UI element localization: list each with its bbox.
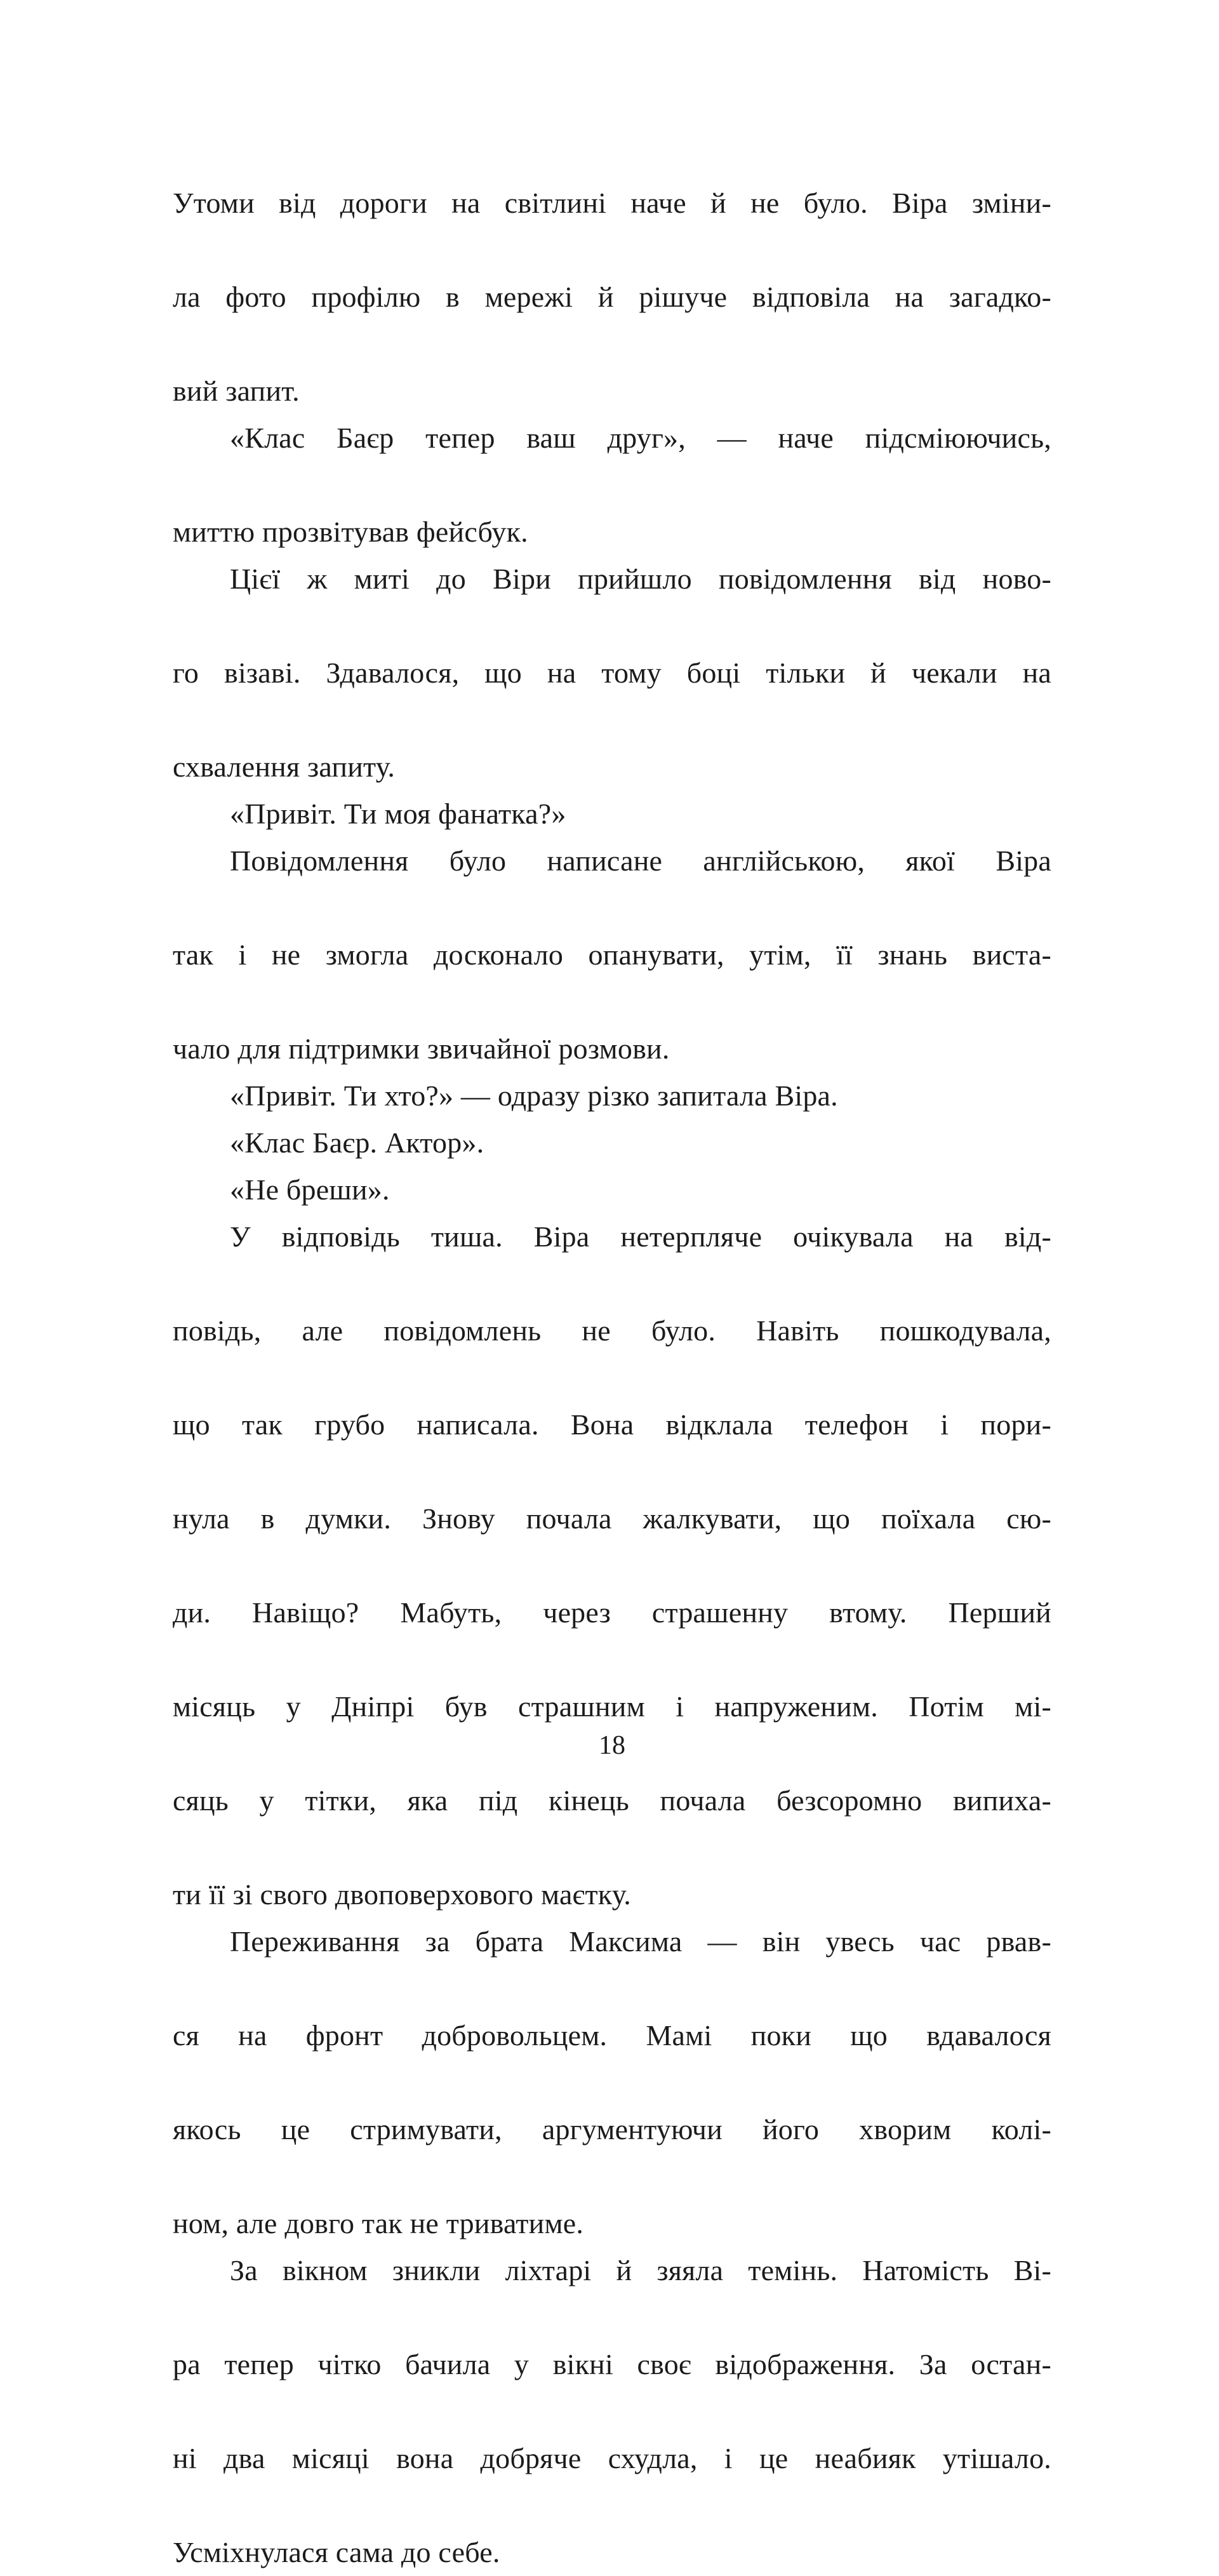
- text-line: що так грубо написала. Вона відклала телефон і пори-: [173, 1408, 1051, 1441]
- text-line: місяць у Дніпрі був страшним і напруженим. Потім мі-: [173, 1690, 1051, 1723]
- text-line: «Привіт. Ти моя фанатка?»: [230, 797, 566, 830]
- paragraph: [173, 180, 1051, 415]
- text-line: якось це стримувати, аргументуючи його хворим колі-: [173, 2113, 1051, 2146]
- page-number: 18: [599, 1731, 625, 1760]
- text-line: ном, але довго так не триватиме.: [173, 2207, 584, 2239]
- text-line: вий запит.: [173, 375, 300, 407]
- paragraph: [173, 1918, 1051, 2247]
- paragraph: [173, 556, 1051, 791]
- text-line: ся на фронт добровольцем. Мамі поки що вдавалося: [173, 2019, 1051, 2052]
- text-line: сяць у тітки, яка під кінець почала безсоромно випиха-: [173, 1784, 1051, 1817]
- text-line: так і не змогла досконало опанувати, утім, її знань виста-: [173, 938, 1051, 971]
- text-line: У відповідь тиша. Віра нетерпляче очікувала на від-: [230, 1220, 1051, 1253]
- text-line: миттю прозвітував фейсбук.: [173, 516, 528, 548]
- text-line: Повідомлення було написане англійською, якої Віра: [230, 844, 1051, 877]
- text-line: За вікном зникли ліхтарі й зяяла темінь. Натомість Ві-: [230, 2254, 1051, 2286]
- text-line: чало для підтримки звичайної розмови.: [173, 1032, 670, 1065]
- page-text: [173, 180, 1051, 2576]
- paragraph: [173, 1119, 1051, 1166]
- text-line: ла фото профілю в мережі й рішуче відповіла на загадко-: [173, 281, 1051, 313]
- text-line: «Не бреши».: [230, 1173, 390, 1206]
- text-line: «Клас Баєр. Актор».: [230, 1126, 484, 1159]
- text-line: нула в думки. Знову почала жалкувати, що поїхала сю-: [173, 1502, 1051, 1535]
- paragraph: [173, 1166, 1051, 1213]
- paragraph: [173, 415, 1051, 556]
- paragraph: [173, 1072, 1051, 1119]
- text-line: «Клас Баєр тепер ваш друг», — наче підсміюючись,: [230, 422, 1051, 454]
- text-line: ра тепер чітко бачила у вікні своє відображення. За остан-: [173, 2348, 1051, 2380]
- text-line: Усміхнулася сама до себе.: [173, 2536, 500, 2568]
- text-line: схвалення запиту.: [173, 751, 396, 783]
- paragraph: [173, 791, 1051, 838]
- text-line: Цієї ж миті до Віри прийшло повідомлення від ново-: [230, 563, 1051, 595]
- paragraph: [173, 838, 1051, 1072]
- text-line: ні два місяці вона добряче схудла, і це неабияк утішало.: [173, 2442, 1051, 2474]
- text-line: Переживання за брата Максима — він увесь час рвав-: [230, 1925, 1051, 1958]
- text-line: «Привіт. Ти хто?» — одразу різко запитала Віра.: [230, 1079, 838, 1112]
- paragraph: [173, 2247, 1051, 2576]
- text-line: Утоми від дороги на світлині наче й не було. Віра зміни-: [173, 187, 1051, 219]
- text-line: го візаві. Здавалося, що на тому боці тільки й чекали на: [173, 657, 1051, 689]
- text-line: ти її зі свого двоповерхового маєтку.: [173, 1878, 631, 1911]
- paragraph: [173, 1213, 1051, 1918]
- text-line: повідь, але повідомлень не було. Навіть пошкодувала,: [173, 1314, 1051, 1347]
- text-line: ди. Навіщо? Мабуть, через страшенну втому. Перший: [173, 1596, 1051, 1629]
